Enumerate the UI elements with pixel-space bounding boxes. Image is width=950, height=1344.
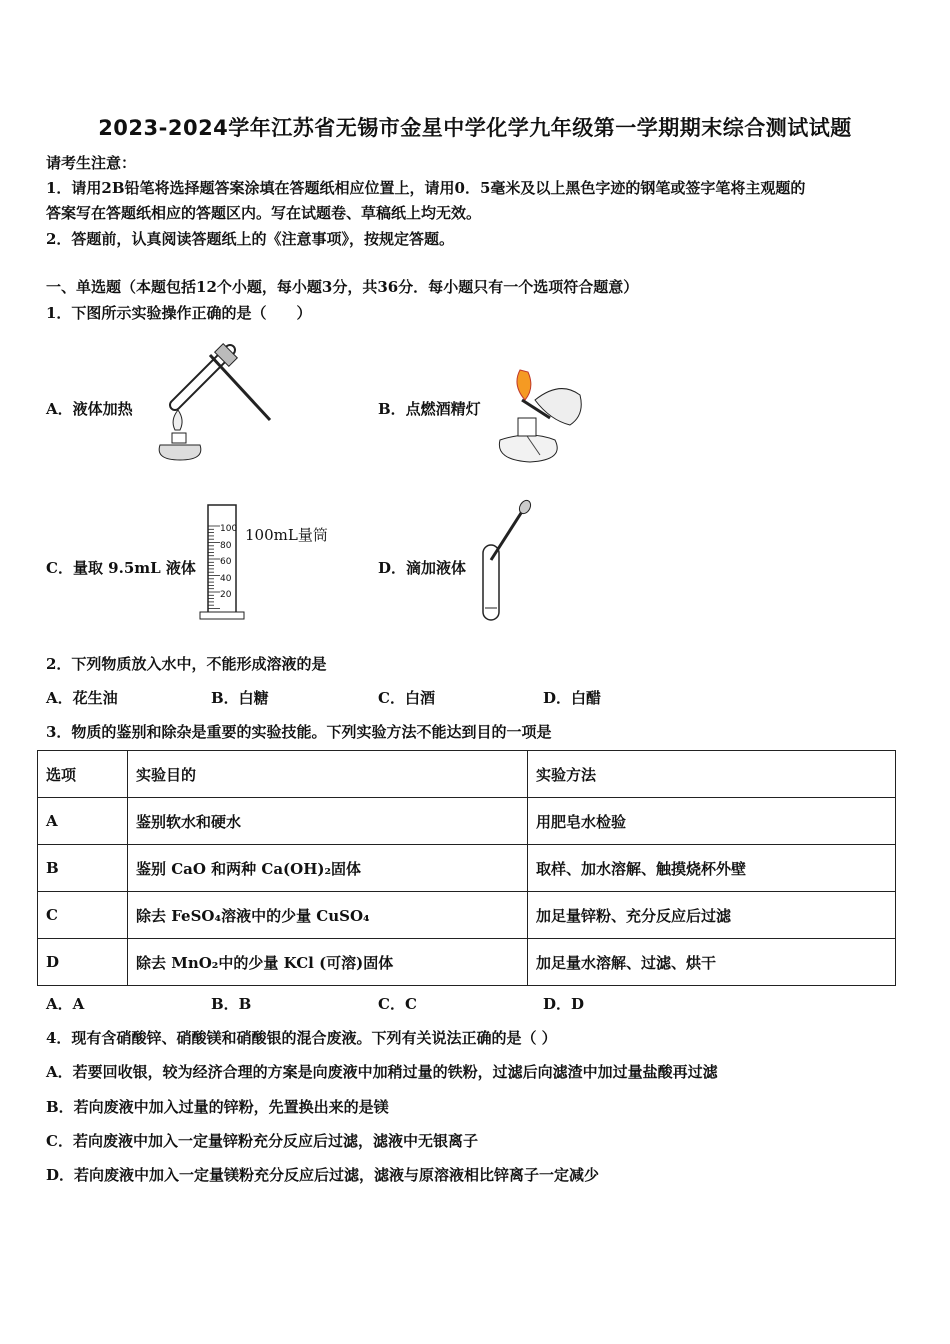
- q2-option-a[interactable]: A．花生油: [46, 689, 118, 707]
- liquid-heating-illustration: [140, 335, 275, 470]
- table-cell: 鉴别软水和硬水: [128, 798, 528, 845]
- table-cell: 用肥皂水检验: [528, 798, 896, 845]
- table-header-row: [38, 751, 896, 798]
- cylinder-label: 100mL量筒: [245, 526, 328, 544]
- q1-stem: 1．下图所示实验操作正确的是（ ）: [46, 304, 312, 322]
- q2-option-c[interactable]: C．白酒: [378, 689, 435, 707]
- tick-label: 20: [220, 590, 232, 600]
- page-title: 2023-2024学年江苏省无锡市金星中学化学九年级第一学期期末综合测试试题: [98, 116, 852, 140]
- table-row: [38, 939, 896, 986]
- tick-label: 40: [220, 573, 232, 584]
- table-cell: 加足量锌粉、充分反应后过滤: [528, 892, 896, 939]
- q1-option-b[interactable]: B．点燃酒精灯: [378, 400, 481, 418]
- table-cell: 除去 FeSO₄溶液中的少量 CuSO₄: [128, 892, 528, 939]
- table-cell: 取样、加水溶解、触摸烧杯外壁: [528, 845, 896, 892]
- notice-heading: 请考生注意：: [46, 154, 137, 172]
- table-row: [38, 845, 896, 892]
- q4-stem: 4．现有含硝酸锌、硝酸镁和硝酸银的混合废液。下列有关说法正确的是（ ）: [46, 1029, 557, 1047]
- q2-stem: 2．下列物质放入水中，不能形成溶液的是: [46, 655, 327, 673]
- table-header-cell: 实验方法: [528, 751, 896, 798]
- cylinder-tick-labels: [220, 521, 237, 604]
- dropper-illustration: [475, 500, 540, 625]
- table-cell: C: [38, 892, 128, 939]
- table-cell: A: [38, 798, 128, 845]
- q4-option-a[interactable]: A．若要回收银，较为经济合理的方案是向废液中加稍过量的铁粉，过滤后向滤渣中加过量盐酸再过滤: [46, 1063, 718, 1081]
- q1-option-a[interactable]: A．液体加热: [46, 400, 133, 418]
- tick-label: 60: [220, 557, 232, 567]
- q4-option-d[interactable]: D．若向废液中加入一定量镁粉充分反应后过滤，滤液与原溶液相比锌离子一定减少: [46, 1166, 600, 1184]
- q3-stem: 3．物质的鉴别和除杂是重要的实验技能。下列实验方法不能达到目的一项是: [46, 723, 552, 741]
- notice-line-1: 1．请用2B铅笔将选择题答案涂填在答题纸相应位置上，请用0．5毫米及以上黑色字迹的钢笔或签字笔将主观题的: [46, 179, 806, 197]
- q4-option-b[interactable]: B．若向废液中加入过量的锌粉，先置换出来的是镁: [46, 1098, 389, 1116]
- table-header-cell: 实验目的: [128, 751, 528, 798]
- q1-option-c[interactable]: C．量取 9.5mL 液体: [46, 559, 196, 577]
- table-cell: 加足量水溶解、过滤、烘干: [528, 939, 896, 986]
- q3-table: [37, 750, 896, 986]
- q1-option-d[interactable]: D．滴加液体: [378, 559, 467, 577]
- table-cell: B: [38, 845, 128, 892]
- table-cell: 鉴别 CaO 和两种 Ca(OH)₂固体: [128, 845, 528, 892]
- q2-option-d[interactable]: D．白醋: [543, 689, 602, 707]
- q3-option-d[interactable]: D．D: [543, 995, 585, 1013]
- q2-option-b[interactable]: B．白糖: [211, 689, 269, 707]
- tick-label: 100: [220, 524, 238, 534]
- table-header-cell: 选项: [38, 751, 128, 798]
- q3-option-a[interactable]: A．A: [46, 995, 85, 1013]
- q4-option-c[interactable]: C．若向废液中加入一定量锌粉充分反应后过滤，滤液中无银离子: [46, 1132, 478, 1150]
- table-cell: D: [38, 939, 128, 986]
- q3-option-c[interactable]: C．C: [378, 995, 417, 1013]
- table-row: [38, 798, 896, 845]
- table-cell: 除去 MnO₂中的少量 KCl (可溶)固体: [128, 939, 528, 986]
- table-row: [38, 892, 896, 939]
- q3-option-b[interactable]: B．B: [211, 995, 252, 1013]
- notice-line-2: 答案写在答题纸相应的答题区内。写在试题卷、草稿纸上均无效。: [46, 204, 482, 222]
- notice-line-3: 2．答题前，认真阅读答题纸上的《注意事项》，按规定答题。: [46, 230, 454, 248]
- section-heading: 一、单选题（本题包括12个小题，每小题3分，共36分．每小题只有一个选项符合题意）: [46, 278, 639, 296]
- tick-label: 80: [220, 540, 232, 551]
- alcohol-lamp-illustration: [490, 360, 595, 470]
